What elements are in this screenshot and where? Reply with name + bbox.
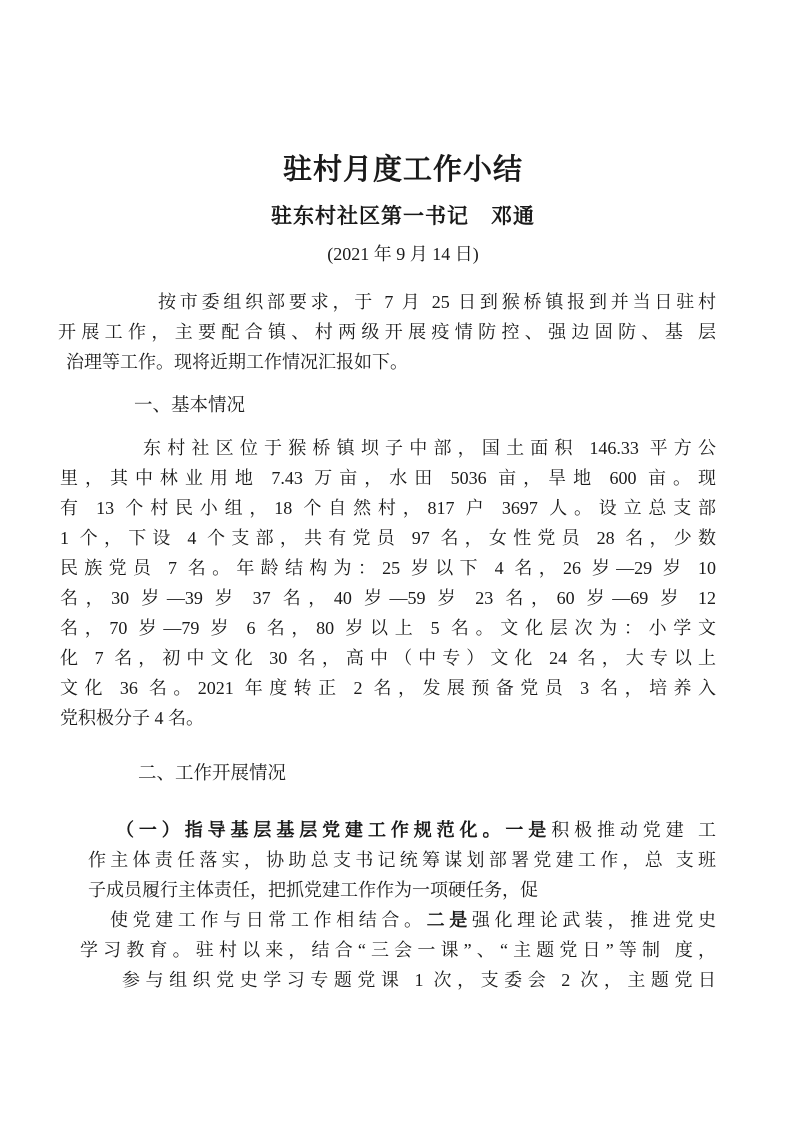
text-run: 民族党员 7 名。年龄结构为：25 岁以下 4 名，26 岁—29 岁 10 xyxy=(60,558,716,578)
doc-dateline: (2021 年 9 月 14 日) xyxy=(327,244,479,264)
text-run: 使党建工作与日常工作相结合。 xyxy=(110,910,427,930)
text-line xyxy=(58,703,716,733)
text-run: 子成员履行主体责任，把抓党建工作作为一项硬任务，促 xyxy=(88,880,538,900)
text-line xyxy=(58,287,716,317)
document-body xyxy=(58,287,716,995)
bold-run: 一是 xyxy=(505,820,552,840)
text-run: 学习教育。驻村以来，结合“三会一课”、“主题党日”等制 度， xyxy=(80,940,716,960)
text-line xyxy=(58,673,716,703)
text-line xyxy=(58,433,716,463)
text-run: 里，其中林业用地 7.43 万亩，水田 5036 亩，旱地 600 亩。现 xyxy=(60,468,716,488)
text-line xyxy=(58,347,716,377)
text-line xyxy=(58,553,716,583)
text-run: 作主体责任落实，协助总支书记统筹谋划部署党建工作，总 支班 xyxy=(88,850,716,870)
text-line xyxy=(58,759,716,789)
text-line xyxy=(58,583,716,613)
text-run: 文化 36 名。2021 年度转正 2 名，发展预备党员 3 名，培养入 xyxy=(60,678,716,698)
doc-byline: 驻东村社区第一书记 邓通 xyxy=(271,205,535,228)
text-run: 党积极分子 4 名。 xyxy=(60,708,204,728)
bold-run: （一）指导基层基层党建工作规范化。 xyxy=(116,820,506,840)
text-line xyxy=(58,905,716,935)
text-line xyxy=(58,643,716,673)
bold-run: 二是 xyxy=(426,910,472,930)
text-run: 1 个，下设 4 个支部，共有党员 97 名，女性党员 28 名，少数 xyxy=(60,528,716,548)
text-run: 二、工作开展情况 xyxy=(138,764,287,784)
text-line xyxy=(58,613,716,643)
section-heading xyxy=(58,759,716,789)
document-header xyxy=(58,152,716,267)
text-run: 强化理论武装，推进党史 xyxy=(471,910,717,930)
text-run: 治理等工作。现将近期工作情况汇报如下。 xyxy=(66,352,408,372)
paragraph xyxy=(58,433,716,733)
doc-title: 驻村月度工作小结 xyxy=(282,154,523,186)
text-line xyxy=(58,391,716,421)
text-line xyxy=(58,935,716,965)
text-run: 开展工作，主要配合镇、村两级开展疫情防控、强边固防、基 层 xyxy=(58,322,716,342)
text-run: 有 13 个村民小组，18 个自然村，817 户 3697 人。设立总支部 xyxy=(60,498,716,518)
paragraph xyxy=(58,815,716,995)
text-run: 化 7 名，初中文化 30 名，高中（中专）文化 24 名，大专以上 xyxy=(60,648,716,668)
text-run: 名，30 岁—39 岁 37 名，40 岁—59 岁 23 名，60 岁—69 岁 12 xyxy=(60,588,716,608)
section-heading xyxy=(58,391,716,421)
text-run: 一、基本情况 xyxy=(134,396,246,416)
text-line xyxy=(58,965,716,995)
text-run: 按市委组织部要求，于 7 月 25 日到猴桥镇报到并当日驻村 xyxy=(158,292,716,312)
text-run: 积极推动党建 工 xyxy=(551,820,717,840)
paragraph xyxy=(58,287,716,377)
text-line xyxy=(58,523,716,553)
text-line xyxy=(58,845,716,875)
text-line xyxy=(58,493,716,523)
text-line xyxy=(58,317,716,347)
text-line xyxy=(58,875,716,905)
text-line xyxy=(58,815,716,845)
text-run: 东村社区位于猴桥镇坝子中部，国土面积 146.33 平方公 xyxy=(143,438,716,458)
text-run: 名，70 岁—79 岁 6 名，80 岁以上 5 名。文化层次为：小学文 xyxy=(60,618,716,638)
text-line xyxy=(58,463,716,493)
text-run: 参与组织党史学习专题党课 1 次，支委会 2 次，主题党日 xyxy=(122,970,716,990)
